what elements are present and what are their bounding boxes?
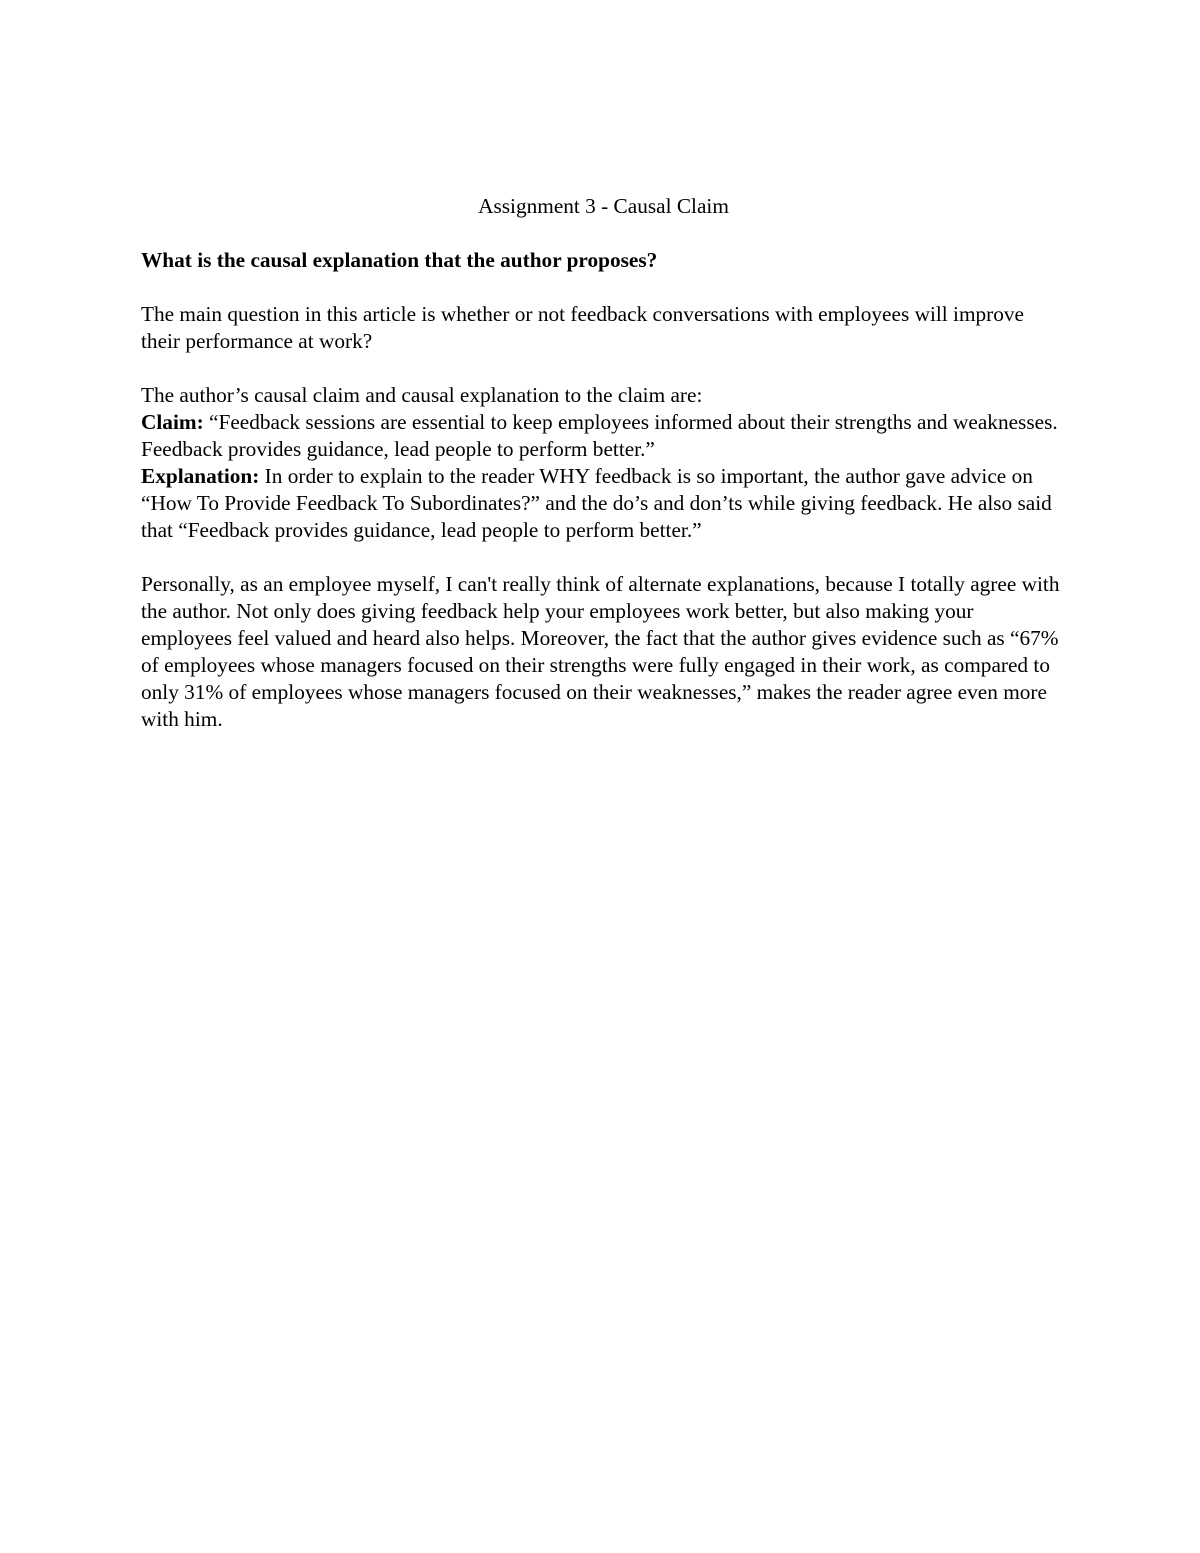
explanation-text: In order to explain to the reader WHY feedback is so important, the author gave advice on “How To Provide Feedback To Subordinates?” and the do’s and don’ts while giving feedback. He also said that “Feedback provides guidance, lead people to perform better.” [141,464,1052,542]
intro-paragraph: The main question in this article is whether or not feedback conversations with employees will improve their performance at work? [141,302,1024,353]
claim-text: “Feedback sessions are essential to keep employees informed about their strengths and weaknesses. Feedback provides guidance, lead people to perform better.” [141,410,1058,461]
question-heading: What is the causal explanation that the author proposes? [141,248,658,272]
explanation-label: Explanation: [141,464,260,488]
document-page [141,193,1066,760]
claim-paragraph [141,409,1066,463]
explanation-paragraph [141,463,1066,544]
document-title: Assignment 3 - Causal Claim [478,194,729,218]
claims-section [141,382,1066,544]
personal-paragraph: Personally, as an employee myself, I can't really think of alternate explanations, because I totally agree with the author. Not only does giving feedback help your employees work better, but also making your employees feel valued and heard also helps. Moreover, the fact that the author gives evidence such as “67% of employees whose managers focused on their strengths were fully engaged in their work, as compared to only 31% of employees whose managers focused on their weaknesses,” makes the reader agree even more with him. [141,572,1060,731]
claims-intro: The author’s causal claim and causal explanation to the claim are: [141,383,703,407]
claim-label: Claim: [141,410,204,434]
